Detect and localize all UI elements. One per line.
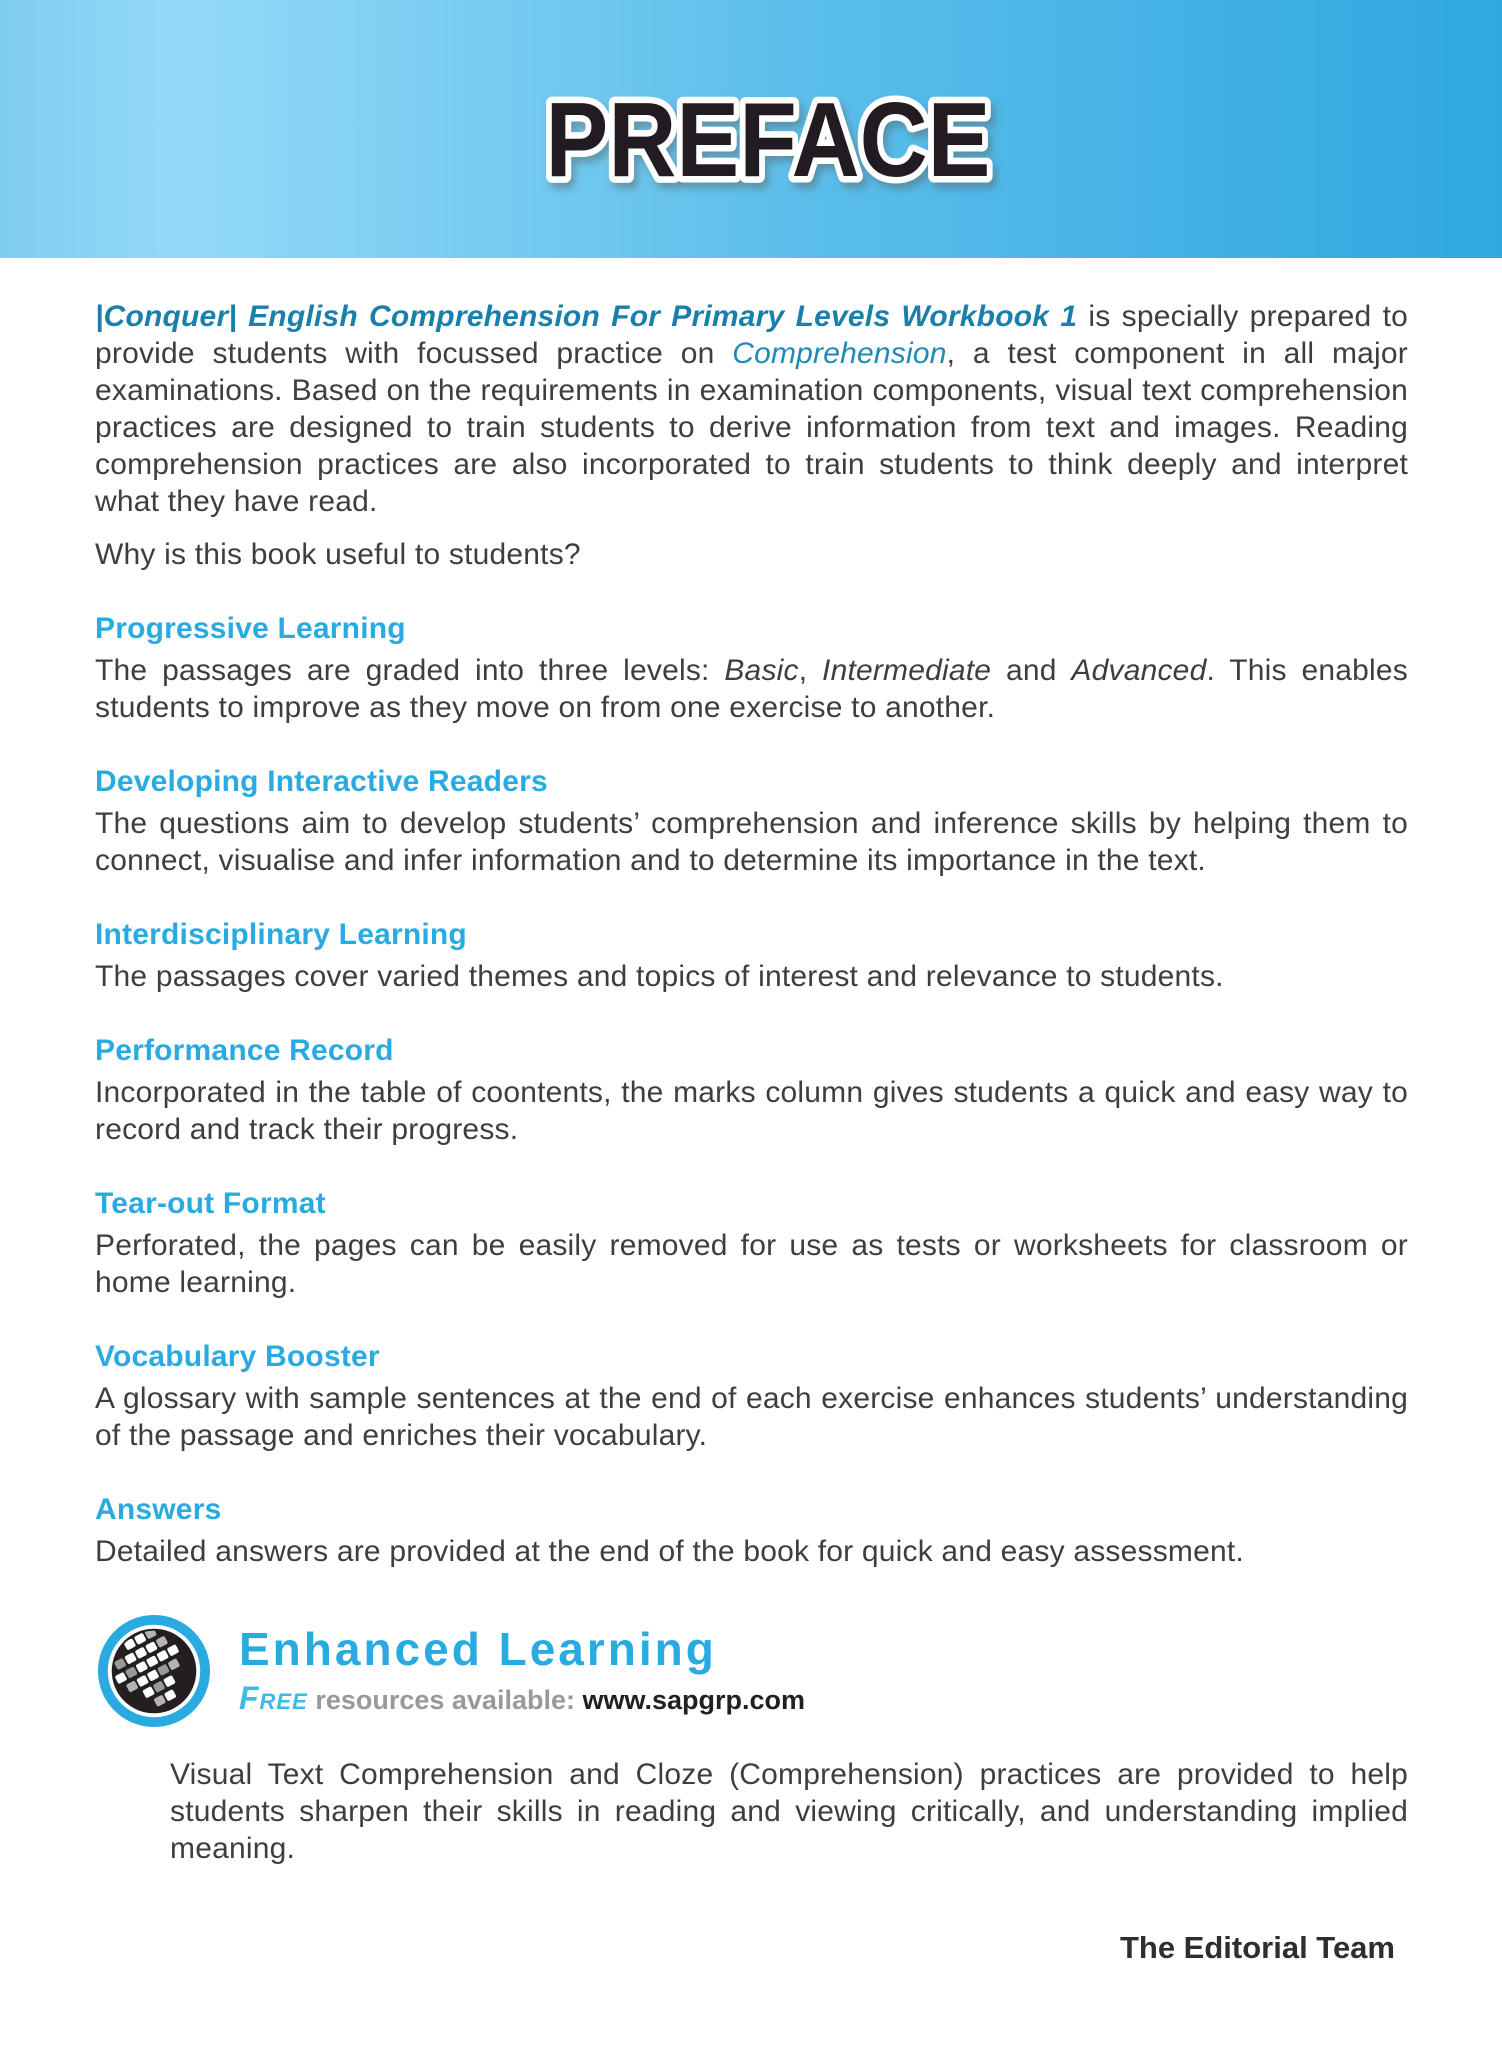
editorial-team-signature: The Editorial Team: [1119, 1930, 1395, 1965]
section-developing-interactive-readers: [95, 762, 1408, 879]
section-interdisciplinary-learning: [95, 915, 1408, 995]
section-heading: Interdisciplinary Learning: [95, 918, 467, 951]
intro-paragraph: |Conquer| English Comprehension For Primary Levels Workbook 1 is specially prepared to provide students with focussed practice on Comprehension, a test component in all major examinations. Based on the requirements in examination components, visual text comprehension practices are designed to train students to derive information from text and images. Reading comprehension practices are also incorporated to train students to think deeply and interpret what they have read.: [95, 300, 1408, 518]
enhanced-learning-logo-icon: [95, 1612, 213, 1730]
enhanced-learning-title: Enhanced Learning: [239, 1622, 717, 1675]
section-heading: Tear-out Format: [95, 1187, 326, 1220]
section-body: Perforated, the pages can be easily removed for use as tests or worksheets for classroom or home learning.: [95, 1229, 1408, 1299]
section-progressive-learning: [95, 609, 1408, 726]
section-heading: Performance Record: [95, 1034, 394, 1067]
section-heading: Answers: [95, 1493, 222, 1526]
enhanced-learning-text: [239, 1622, 806, 1717]
resources-available-label: resources available:: [315, 1684, 575, 1715]
page-title-art: [0, 0, 1502, 258]
free-label: Free: [239, 1679, 308, 1716]
question-line: Why is this book useful to students?: [95, 538, 581, 571]
page-header: [0, 0, 1502, 258]
enhanced-learning-block: [95, 1610, 1408, 1732]
section-heading: Progressive Learning: [95, 612, 406, 645]
section-heading: Developing Interactive Readers: [95, 765, 548, 798]
section-body: The passages cover varied themes and topics of interest and relevance to students.: [95, 960, 1224, 993]
section-body: The questions aim to develop students’ comprehension and inference skills by helping them to connect, visualise and infer information and to determine its importance in the text.: [95, 807, 1408, 877]
enhanced-learning-tagline: [239, 1679, 805, 1717]
section-heading: Vocabulary Booster: [95, 1340, 380, 1373]
enhanced-learning-description: Visual Text Comprehension and Cloze (Comprehension) practices are provided to help students sharpen their skills in reading and viewing critically, and understanding implied meaning.: [170, 1758, 1408, 1865]
preface-content: [0, 258, 1502, 1966]
section-body: Incorporated in the table of coontents, the marks column gives students a quick and easy way to record and track their progress.: [95, 1076, 1408, 1146]
section-answers: [95, 1490, 1408, 1570]
website-url: www.sapgrp.com: [582, 1684, 806, 1715]
section-body: The passages are graded into three levels: Basic, Intermediate and Advanced. This enables students to improve as they move on from one exercise to another.: [95, 654, 1408, 724]
page-title: PREFACE: [545, 81, 991, 199]
section-performance-record: [95, 1031, 1408, 1148]
section-vocabulary-booster: [95, 1337, 1408, 1454]
section-body: Detailed answers are provided at the end of the book for quick and easy assessment.: [95, 1535, 1244, 1568]
section-body: A glossary with sample sentences at the end of each exercise enhances students’ understanding of the passage and enriches their vocabulary.: [95, 1382, 1408, 1452]
section-tear-out-format: [95, 1184, 1408, 1301]
